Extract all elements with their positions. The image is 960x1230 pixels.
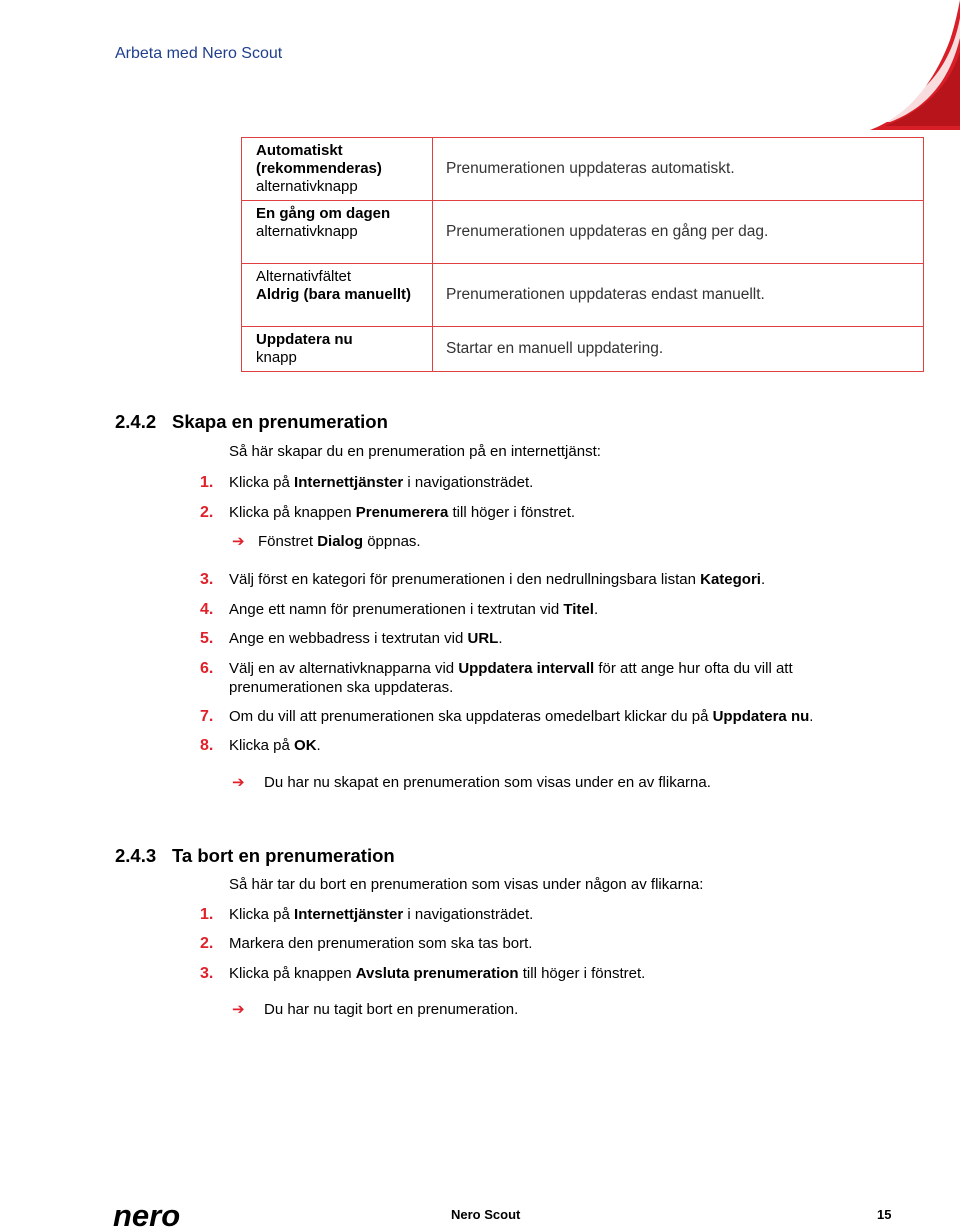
step-text: Ange ett namn för prenumerationen i textrutan vid — [229, 601, 564, 618]
option-name: En gång om dagen — [256, 205, 391, 222]
step-text: Klicka på knappen — [229, 965, 356, 982]
section-heading-create — [115, 411, 388, 433]
final-result — [232, 773, 711, 791]
option-name: Uppdatera nu — [256, 331, 353, 348]
step-keyword: Avsluta prenumeration — [355, 965, 519, 982]
section-intro: Så här tar du bort en prenumeration som visas under någon av flikarna: — [229, 876, 704, 893]
section-title: Ta bort en prenumeration — [172, 845, 395, 866]
list-item — [200, 934, 869, 953]
step-text: Välj en av alternativknapparna vid — [229, 660, 459, 677]
step-keyword: Titel — [563, 601, 594, 618]
step-text: för att ange hur ofta du vill att prenumerationen ska uppdateras. — [229, 660, 793, 696]
step-number: 6. — [200, 660, 214, 677]
option-description: Prenumerationen uppdateras automatiskt. — [433, 138, 924, 201]
table-row — [242, 327, 924, 372]
list-item — [200, 600, 869, 619]
option-description: Prenumerationen uppdateras en gång per dag. — [433, 201, 924, 264]
result-text: öppnas. — [363, 533, 421, 550]
list-item — [200, 905, 869, 924]
step-keyword: Kategori — [700, 571, 761, 588]
step-text: till höger i fönstret. — [448, 504, 576, 521]
nero-logo — [113, 1202, 201, 1230]
step-text: Klicka på — [229, 906, 295, 923]
step-text: . — [593, 601, 599, 618]
step-text: . — [498, 630, 503, 647]
table-row — [242, 138, 924, 201]
step-text: Om du vill att prenumerationen ska uppdateras omedelbart klickar du på — [229, 708, 713, 725]
table-row — [242, 264, 924, 327]
step-number: 7. — [200, 708, 214, 725]
option-type: Alternativfältet — [256, 268, 352, 285]
result-text: Fönstret — [258, 533, 318, 550]
section-intro: Så här skapar du en prenumeration på en internettjänst: — [229, 443, 601, 460]
step-number: 3. — [200, 965, 214, 982]
option-type: alternativknapp — [256, 178, 358, 195]
option-name: Automatiskt (rekommenderas) — [256, 142, 382, 177]
page-header-title: Arbeta med Nero Scout — [115, 45, 283, 62]
option-description: Startar en manuell uppdatering. — [433, 327, 924, 372]
option-name: Aldrig (bara manuellt) — [256, 286, 412, 303]
list-item — [200, 964, 869, 983]
step-text: till höger i fönstret. — [518, 965, 646, 982]
result-keyword: Dialog — [317, 533, 364, 550]
section-number: 2.4.2 — [115, 411, 157, 432]
list-item — [200, 473, 869, 492]
list-item — [200, 629, 869, 648]
step-number: 1. — [200, 474, 214, 491]
step-keyword: OK — [294, 737, 317, 754]
option-type: knapp — [256, 349, 297, 366]
table-row — [242, 201, 924, 264]
step-text: Klicka på — [229, 474, 295, 491]
footer-product: Nero Scout — [451, 1207, 521, 1222]
option-label-cell — [242, 138, 433, 201]
section-number: 2.4.3 — [115, 845, 157, 866]
step-text: . — [809, 708, 814, 725]
step-keyword: Prenumerera — [355, 504, 449, 521]
step-text: . — [760, 571, 766, 588]
step-keyword: URL — [467, 630, 499, 647]
step-text: . — [316, 737, 321, 754]
option-label-cell — [242, 327, 433, 372]
step-text: i navigationsträdet. — [403, 906, 534, 923]
result-text: Du har nu skapat en prenumeration som visas under en av flikarna. — [264, 774, 711, 791]
step-text: Ange en webbadress i textrutan vid — [229, 630, 468, 647]
option-label-cell — [242, 201, 433, 264]
option-description: Prenumerationen uppdateras endast manuellt. — [433, 264, 924, 327]
option-type: alternativknapp — [256, 223, 358, 240]
step-keyword: Internettjänster — [294, 474, 404, 491]
step-number: 2. — [200, 935, 214, 952]
list-item — [200, 503, 869, 522]
step-number: 2. — [200, 504, 214, 521]
step-text: Klicka på knappen — [229, 504, 356, 521]
update-options-table — [241, 137, 924, 372]
step-number: 1. — [200, 906, 214, 923]
arrow-right-icon: ➔ — [232, 533, 245, 550]
step-number: 8. — [200, 737, 214, 754]
corner-swoosh-decoration — [800, 0, 960, 130]
option-label-cell — [242, 264, 433, 327]
section-title: Skapa en prenumeration — [172, 411, 388, 432]
step-text: Klicka på — [229, 737, 295, 754]
result-text: Du har nu tagit bort en prenumeration. — [264, 1001, 519, 1018]
arrow-right-icon: ➔ — [232, 774, 245, 791]
list-item — [200, 570, 869, 589]
list-item — [200, 659, 869, 697]
list-item — [200, 707, 869, 726]
step-keyword: Internettjänster — [294, 906, 404, 923]
step-keyword: Uppdatera intervall — [458, 660, 595, 677]
step-keyword: Uppdatera nu — [712, 708, 810, 725]
arrow-right-icon: ➔ — [232, 1001, 245, 1018]
step-number: 5. — [200, 630, 214, 647]
logo-text: nero — [113, 1202, 181, 1230]
step-number: 3. — [200, 571, 214, 588]
final-result — [232, 1000, 518, 1018]
section-heading-delete — [115, 845, 395, 867]
page-number: 15 — [877, 1207, 892, 1222]
step-text: i navigationsträdet. — [403, 474, 534, 491]
step-number: 4. — [200, 601, 214, 618]
step-text: Markera den prenumeration som ska tas bort. — [229, 935, 533, 952]
list-item — [200, 736, 869, 755]
step-text: Välj först en kategori för prenumerationen i den nedrullningsbara listan — [229, 571, 701, 588]
sub-result — [232, 532, 421, 550]
